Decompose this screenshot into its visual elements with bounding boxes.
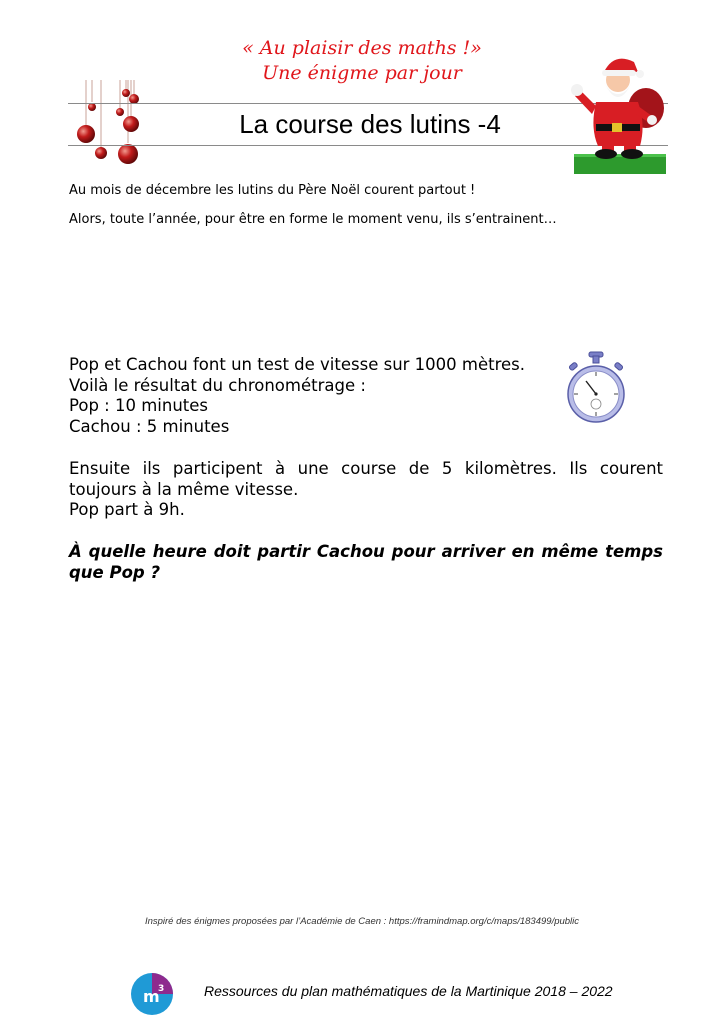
m3-logo-icon [130,972,176,1016]
race-sentence: Ensuite ils participent à une course de 5 kilomètres. Ils courent toujours à la même vitesse. [69,459,663,499]
pop-start-line: Pop part à 9h. [69,500,185,520]
source-note: Inspiré des énigmes proposées par l’Académie de Caen : https://framindmap.org/c/maps/183499/public [144,916,580,927]
intro-line-1: Au mois de décembre les lutins du Père Noël courent partout ! [69,183,476,198]
test-line-1: Pop et Cachou font un test de vitesse sur 1000 mètres. [69,355,526,374]
svg-text:3: 3 [158,984,165,994]
question: À quelle heure doit partir Cachou pour arriver en même temps que Pop ? [69,542,663,582]
stopwatch-icon [565,350,627,424]
footer-text: Ressources du plan mathématiques de la Martinique 2018 – 2022 [204,983,613,999]
svg-text:m: m [143,987,160,1006]
christmas-ornaments-icon [72,80,148,170]
header-line-2: Une énigme par jour [262,62,462,84]
test-line-3: Pop : 10 minutes [69,396,209,416]
test-line-2: Voilà le résultat du chronométrage : [69,375,366,395]
test-line-4: Cachou : 5 minutes [69,416,230,436]
intro-line-2: Alors, toute l’année, pour être en forme le moment venu, ils s’entrainent… [69,212,557,227]
santa-claus-icon [568,50,668,174]
page-title: La course des lutins -4 [239,109,501,139]
header-line-1: « Au plaisir des maths !» [242,37,482,59]
race-paragraph [69,459,663,521]
